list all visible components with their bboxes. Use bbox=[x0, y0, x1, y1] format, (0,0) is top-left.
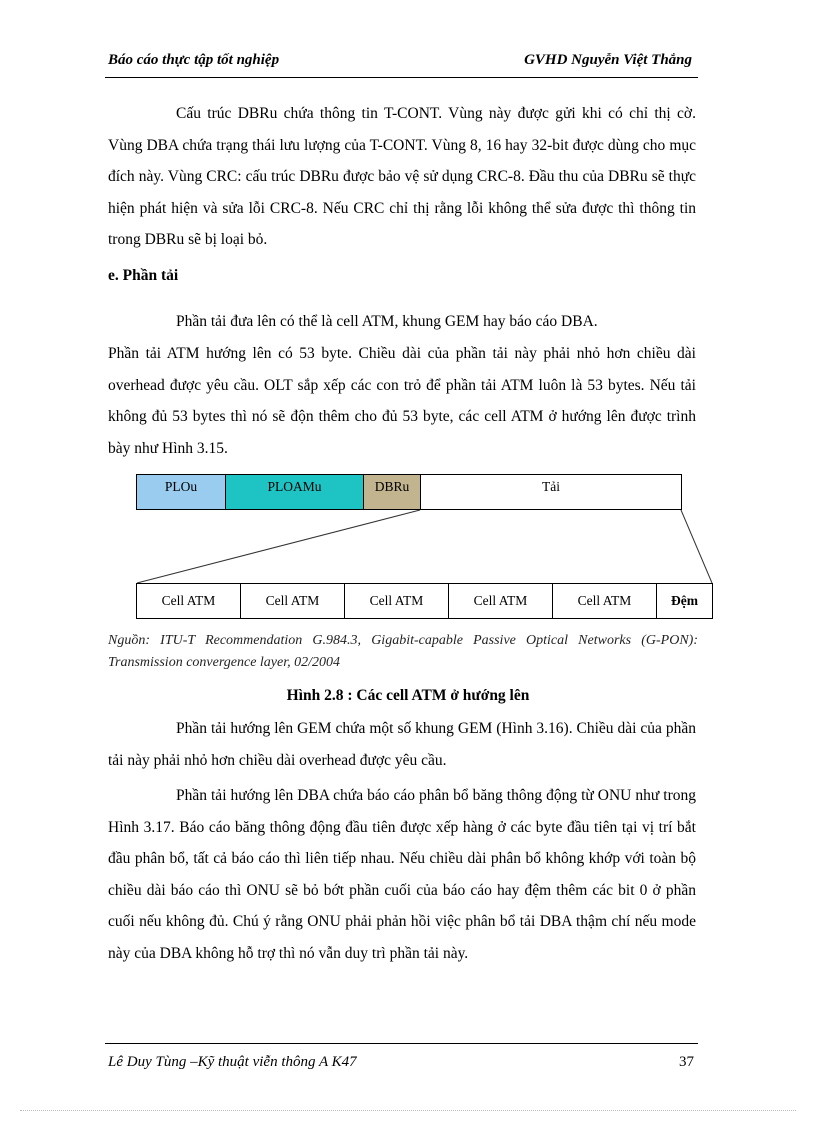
frame-dbru bbox=[363, 474, 421, 510]
page-number: 37 bbox=[679, 1054, 694, 1070]
frame-ploamu bbox=[225, 474, 364, 510]
header-divider bbox=[105, 77, 698, 78]
footer-author: Lê Duy Tùng –Kỹ thuật viễn thông A K47 bbox=[108, 1054, 357, 1070]
padding-cell bbox=[656, 583, 713, 619]
atm-cell-5 bbox=[552, 583, 657, 619]
figure-caption: Hình 2.8 : Các cell ATM ở hướng lên bbox=[286, 687, 530, 704]
paragraph-atm-payload: Phần tải ATM hướng lên có 53 byte. Chiều dài của phần tải này phải nhỏ hơn chiều dài overhead được yêu cầu. OLT sắp xếp các con trỏ để phần tải ATM luôn là 53 bytes. Nếu tải không đủ 53 bytes thì nó sẽ độn thêm cho đủ 53 byte, các cell ATM ở hướng lên được trình bày như Hình 3.15. bbox=[108, 345, 696, 457]
header-right: GVHD Nguyễn Việt Thắng bbox=[524, 52, 692, 68]
atm-cells-row bbox=[136, 583, 713, 619]
atm-cell-label: Cell ATM bbox=[369, 593, 424, 608]
atm-cell-4 bbox=[448, 583, 553, 619]
frame-plou bbox=[136, 474, 226, 510]
frame-dbru-label: DBRu bbox=[374, 479, 410, 494]
frame-plou-label: PLOu bbox=[164, 479, 198, 494]
paragraph-payload-intro: Phần tải đưa lên có thể là cell ATM, khung GEM hay báo cáo DBA. bbox=[176, 313, 598, 330]
section-heading: e. Phần tải bbox=[108, 267, 179, 284]
frame-payload-label: Tải bbox=[542, 479, 560, 494]
header-left: Báo cáo thực tập tốt nghiệp bbox=[108, 52, 280, 68]
footer-divider bbox=[105, 1043, 698, 1044]
atm-cell-label: Cell ATM bbox=[161, 593, 216, 608]
atm-cell-1 bbox=[136, 583, 241, 619]
padding-cell-label: Đệm bbox=[671, 593, 698, 608]
atm-cell-label: Cell ATM bbox=[473, 593, 528, 608]
page-edge-dotted-line bbox=[20, 1110, 796, 1111]
atm-cell-2 bbox=[240, 583, 345, 619]
paragraph-dbru: Cấu trúc DBRu chứa thông tin T-CONT. Vùng này được gửi khi có chỉ thị cờ. Vùng DBA chứa trạng thái lưu lượng của T-CONT. Vùng 8, 16 hay 32-bit được dùng cho mục đích này. Vùng CRC: cấu trúc DBRu được bảo vệ sử dụng CRC-8. Đầu thu của DBRu sẽ thực hiện phát hiện và sửa lỗi CRC-8. Nếu CRC chỉ thị rằng lỗi không thể sửa được thì thông tin trong DBRu sẽ bị loại bỏ. bbox=[108, 105, 696, 248]
figure-source: Nguồn: ITU-T Recommendation G.984.3, Gigabit-capable Passive Optical Networks (G-PON): Transmission convergence layer, 02/2004 bbox=[108, 633, 698, 670]
atm-cell-label: Cell ATM bbox=[577, 593, 632, 608]
atm-cell-3 bbox=[344, 583, 449, 619]
frame-ploamu-label: PLOAMu bbox=[267, 479, 322, 494]
paragraph-gem-payload: Phần tải hướng lên GEM chứa một số khung GEM (Hình 3.16). Chiều dài của phần tải này phải nhỏ hơn chiều dài overhead được yêu cầu. bbox=[108, 720, 696, 769]
frame-payload bbox=[420, 474, 682, 510]
paragraph-dba-payload: Phần tải hướng lên DBA chứa báo cáo phân bổ băng thông động từ ONU như trong Hình 3.17. Báo cáo băng thông động đầu tiên được xếp hàng ở các byte đầu tiên tại vị trí bắt đầu phân bổ, tất cả báo cáo thì liên tiếp nhau. Nếu chiều dài phân bổ không khớp với toàn bộ chiều dài báo cáo thì ONU sẽ bỏ bớt phần cuối của báo cáo hay đệm thêm các bit 0 ở phần cuối nếu không đủ. Chú ý rằng ONU phải phản hồi việc phân bổ tải DBA thậm chí nếu mode này của DBA không hỗ trợ thì nó vẫn duy trì phần tải này. bbox=[108, 787, 696, 962]
atm-cell-label: Cell ATM bbox=[265, 593, 320, 608]
